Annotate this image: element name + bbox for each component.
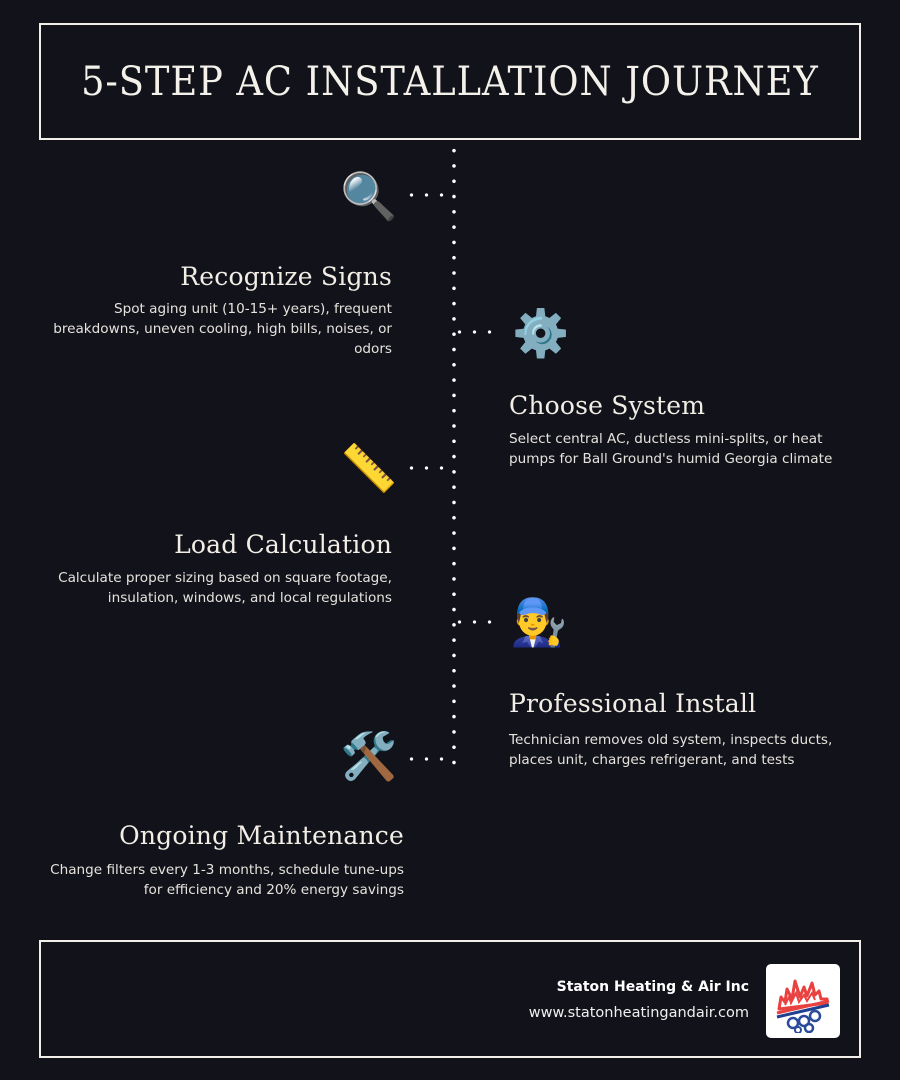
footer <box>39 940 861 1058</box>
company-name: Staton Heating & Air Inc <box>556 979 749 995</box>
technician-icon: 👨‍🔧 <box>510 595 568 649</box>
connector-step-1 <box>404 193 454 197</box>
connector-step-2 <box>452 330 502 334</box>
connector-step-4 <box>452 620 502 624</box>
gear-icon: ⚙️ <box>512 306 570 360</box>
step-1-title: Recognize Signs <box>180 262 392 291</box>
step-4-title: Professional Install <box>509 689 757 718</box>
step-3-title: Load Calculation <box>174 530 392 559</box>
connector-step-3 <box>404 466 454 470</box>
step-5-title: Ongoing Maintenance <box>119 821 404 850</box>
step-1-description: Spot aging unit (10-15+ years), frequent breakdowns, uneven cooling, high bills, noises, or odors <box>53 301 392 357</box>
ruler-icon: 📏 <box>340 441 398 495</box>
magnifying-glass-icon: 🔍 <box>340 169 398 223</box>
hammer-and-wrench-icon: 🛠️ <box>340 729 398 783</box>
company-logo <box>766 964 840 1038</box>
website-link[interactable]: www.statonheatingandair.com <box>528 1005 749 1021</box>
step-4-description: Technician removes old system, inspects ducts, places unit, charges refrigerant, and tests <box>509 732 833 768</box>
flame-and-snowflake-logo-icon <box>771 969 835 1033</box>
step-5-description: Change filters every 1-3 months, schedule tune-ups for efficiency and 20% energy savings <box>50 862 404 898</box>
step-2-description: Select central AC, ductless mini-splits, or heat pumps for Ball Ground's humid Georgia climate <box>509 431 833 467</box>
step-2-title: Choose System <box>509 391 706 420</box>
title-banner <box>39 23 861 140</box>
timeline-line <box>452 143 456 771</box>
step-3-description: Calculate proper sizing based on square footage, insulation, windows, and local regulations <box>58 570 392 606</box>
page-title: 5-STEP AC INSTALLATION JOURNEY <box>81 58 819 105</box>
connector-step-5 <box>404 757 454 761</box>
